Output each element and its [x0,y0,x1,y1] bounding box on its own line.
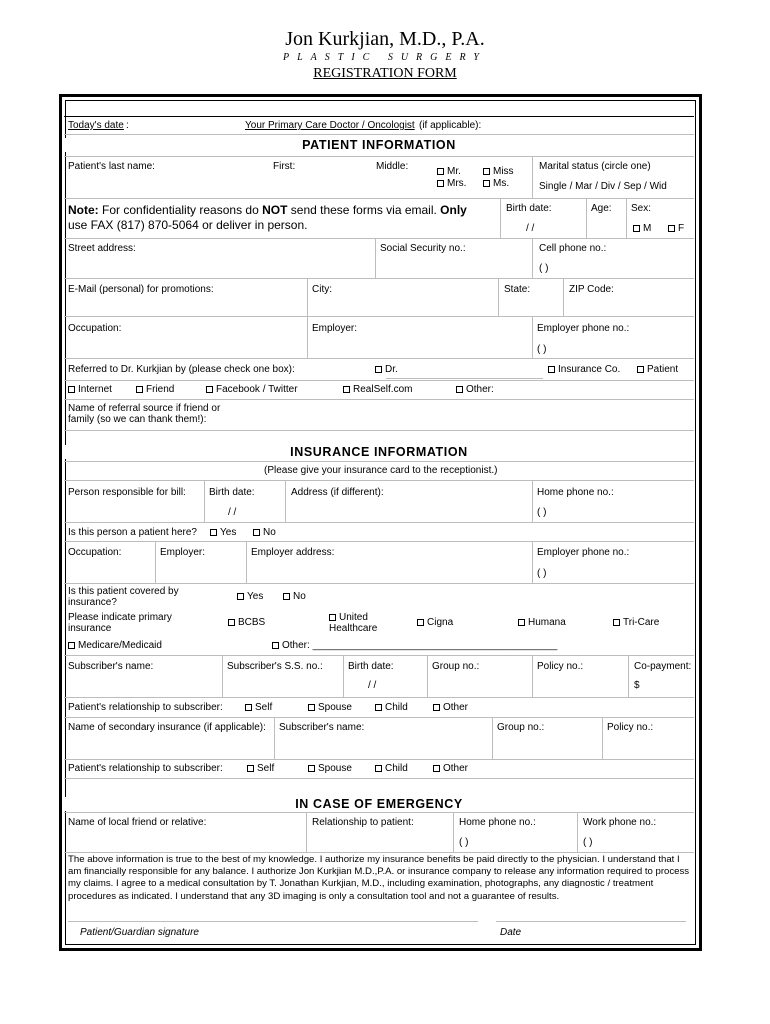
insurance-card-note: (Please give your insurance card to the receptionist.) [264,465,498,476]
confidentiality-note: Note: For confidentiality reasons do NOT send these forms via email. Only use FAX (817) 870-5064 or deliver in person. [68,203,467,232]
referral-realself-option[interactable]: RealSelf.com [343,384,412,396]
relationship-spouse-option[interactable]: Spouse [308,702,352,714]
relationship2-label: Patient's relationship to subscriber: [68,763,223,774]
checkbox-icon [237,593,244,600]
checkbox-icon [437,180,444,187]
insurance-cigna-option[interactable]: Cigna [417,617,453,629]
cell-phone-label: Cell phone no.: [539,243,607,254]
secondary-group-label: Group no.: [497,722,545,733]
referral-patient-option[interactable]: Patient [637,364,678,376]
checkbox-icon [633,225,640,232]
marital-status-options[interactable]: Single / Mar / Div / Sep / Wid [539,181,667,192]
referral-dr-option[interactable]: Dr. [375,364,398,376]
sex-male-option[interactable]: M [633,223,651,235]
cell-phone-field[interactable]: ( ) [539,263,549,274]
emergency-relationship-label: Relationship to patient: [312,817,414,828]
sex-female-option[interactable]: F [668,223,684,235]
checkbox-icon [375,366,382,373]
checkbox-icon [308,704,315,711]
todays-date-label: Today's date [68,120,124,131]
middle-name-label: Middle: [376,161,409,172]
checkbox-icon [68,386,75,393]
insured-employer-phone-label: Employer phone no.: [537,547,630,558]
todays-date-colon: : [126,120,129,131]
checkbox-icon [548,366,555,373]
responsible-birth-label: Birth date: [209,487,255,498]
practice-name: Jon Kurkjian, M.D., P.A. [285,28,485,50]
emergency-home-phone-label: Home phone no.: [459,817,536,828]
checkbox-icon [272,642,279,649]
checkbox-icon [375,765,382,772]
is-patient-label: Is this person a patient here? [68,527,197,538]
primary-care-doctor-suffix: (if applicable): [419,120,482,131]
relationship2-other-option[interactable]: Other [433,763,468,775]
relationship-self-option[interactable]: Self [245,702,272,714]
marital-status-label: Marital status (circle one) [539,161,651,172]
referral-source-label-2: family (so we can thank them!): [68,414,207,425]
checkbox-icon [483,168,490,175]
primary-insurance-label-1: Please indicate primary [68,612,172,623]
checkbox-icon [375,704,382,711]
state-label: State: [504,284,531,295]
authorization-paragraph: The above information is true to the best of my knowledge. I authorize my insurance benefits be paid directly to the physician. I understand that I am financially responsible for any balance. I authorize Jon Kurkjian M.D.,P.A. or insurance company to release any information required to process my claims. I agree to a medical consultation by T. Jonathan Kurkjian, M.D., including examination, photographs, any diagnostic / treatment procedures as indicated. I understand that any 3D imaging is only a consultation tool and not a guarantee of results. [68,854,690,902]
birth-date-label: Birth date: [506,203,552,214]
checkbox-icon [210,529,217,536]
checkbox-icon [247,765,254,772]
copayment-field[interactable]: $ [634,680,640,691]
insured-employer-address-label: Employer address: [251,547,335,558]
referral-friend-option[interactable]: Friend [136,384,174,396]
email-label: E-Mail (personal) for promotions: [68,284,214,295]
copayment-label: Co-payment: [634,661,692,672]
subscriber-birth-label: Birth date: [348,661,394,672]
secondary-subscriber-label: Subscriber's name: [279,722,365,733]
checkbox-icon [283,593,290,600]
checkbox-icon [343,386,350,393]
insurance-bcbs-option[interactable]: BCBS [228,617,265,629]
checkbox-icon [245,704,252,711]
insurance-tricare-option[interactable]: Tri-Care [613,617,659,629]
signature-label[interactable]: Patient/Guardian signature [80,927,199,938]
insurance-united-label-2: Healthcare [329,623,378,634]
primary-care-doctor-label: Your Primary Care Doctor / Oncologist [245,120,415,131]
local-friend-label: Name of local friend or relative: [68,817,207,828]
title-miss-option[interactable]: Miss [483,166,514,178]
policy-no-label: Policy no.: [537,661,584,672]
covered-yes[interactable]: Yes [237,591,263,603]
relationship2-spouse-option[interactable]: Spouse [308,763,352,775]
checkbox-icon [637,366,644,373]
checkbox-icon [456,386,463,393]
insurance-information-heading: INSURANCE INFORMATION [64,445,694,459]
home-phone-field[interactable]: ( ) [537,507,547,518]
checkbox-icon [308,765,315,772]
checkbox-icon [518,619,525,626]
title-mr-option[interactable]: Mr. [437,166,461,178]
checkbox-icon [253,529,260,536]
last-name-label: Patient's last name: [68,161,155,172]
referral-source-label-1: Name of referral source if friend or [68,403,221,414]
primary-insurance-label-2: insurance [68,623,112,634]
title-mrs-option[interactable]: Mrs. [437,178,466,190]
city-label: City: [312,284,332,295]
insured-employer-label: Employer: [160,547,206,558]
street-address-label: Street address: [68,243,136,254]
secondary-insurance-label: Name of secondary insurance (if applicable): [68,722,266,733]
checkbox-icon [329,614,336,621]
patient-information-heading: PATIENT INFORMATION [64,138,694,152]
title-ms-option[interactable]: Ms. [483,178,509,190]
birth-date-field[interactable]: / / [526,223,535,234]
insurance-united-option[interactable]: United [329,612,368,624]
checkbox-icon [417,619,424,626]
relationship-other-option[interactable]: Other [433,702,468,714]
ssn-label: Social Security no.: [380,243,466,254]
relationship2-child-option[interactable]: Child [375,763,408,775]
checkbox-icon [433,704,440,711]
employer-label: Employer: [312,323,358,334]
relationship2-self-option[interactable]: Self [247,763,274,775]
checkbox-icon [613,619,620,626]
checkbox-icon [136,386,143,393]
checkbox-icon [437,168,444,175]
checkbox-icon [483,180,490,187]
insurance-humana-option[interactable]: Humana [518,617,566,629]
form-title: REGISTRATION FORM [313,66,457,81]
practice-specialty: PLASTIC SURGERY [283,52,487,63]
employer-phone-field[interactable]: ( ) [537,344,547,355]
referral-other-option[interactable]: Other: [456,384,494,396]
responsible-birth-field[interactable]: / / [228,507,237,518]
emergency-work-phone-field[interactable]: ( ) [583,837,593,848]
emergency-work-phone-label: Work phone no.: [583,817,657,828]
sex-label: Sex: [631,203,652,214]
relationship-child-option[interactable]: Child [375,702,408,714]
insurance-other-option[interactable]: Other: ____________________________________________ [272,640,557,652]
checkbox-icon [668,225,675,232]
subscriber-name-label: Subscriber's name: [68,661,154,672]
address-if-different-label: Address (if different): [291,487,384,498]
covered-label-2: insurance? [68,597,117,608]
group-no-label: Group no.: [432,661,480,672]
secondary-policy-label: Policy no.: [607,722,654,733]
covered-label-1: Is this patient covered by [68,586,179,597]
zip-label: ZIP Code: [569,284,614,295]
checkbox-icon [68,642,75,649]
emergency-heading: IN CASE OF EMERGENCY [64,797,694,811]
referral-insurance-option[interactable]: Insurance Co. [548,364,620,376]
insured-occupation-label: Occupation: [68,547,122,558]
insurance-medicare-option[interactable]: Medicare/Medicaid [68,640,162,652]
subscriber-birth-field[interactable]: / / [368,680,377,691]
referral-facebook-option[interactable]: Facebook / Twitter [206,384,298,396]
employer-phone-label: Employer phone no.: [537,323,630,334]
subscriber-ssn-label: Subscriber's S.S. no.: [227,661,323,672]
responsible-person-label: Person responsible for bill: [68,487,186,498]
is-patient-yes[interactable]: Yes [210,527,236,539]
first-name-label: First: [273,161,296,172]
emergency-home-phone-field[interactable]: ( ) [459,837,469,848]
checkbox-icon [206,386,213,393]
signature-date-label[interactable]: Date [500,927,522,938]
referred-by-label: Referred to Dr. Kurkjian by (please check one box): [68,364,295,375]
is-patient-no[interactable]: No [253,527,276,539]
relationship-label: Patient's relationship to subscriber: [68,702,223,713]
age-label: Age: [591,203,612,214]
home-phone-label: Home phone no.: [537,487,614,498]
covered-no[interactable]: No [283,591,306,603]
checkbox-icon [433,765,440,772]
occupation-label: Occupation: [68,323,122,334]
checkbox-icon [228,619,235,626]
referral-internet-option[interactable]: Internet [68,384,112,396]
insured-employer-phone-field[interactable]: ( ) [537,568,547,579]
